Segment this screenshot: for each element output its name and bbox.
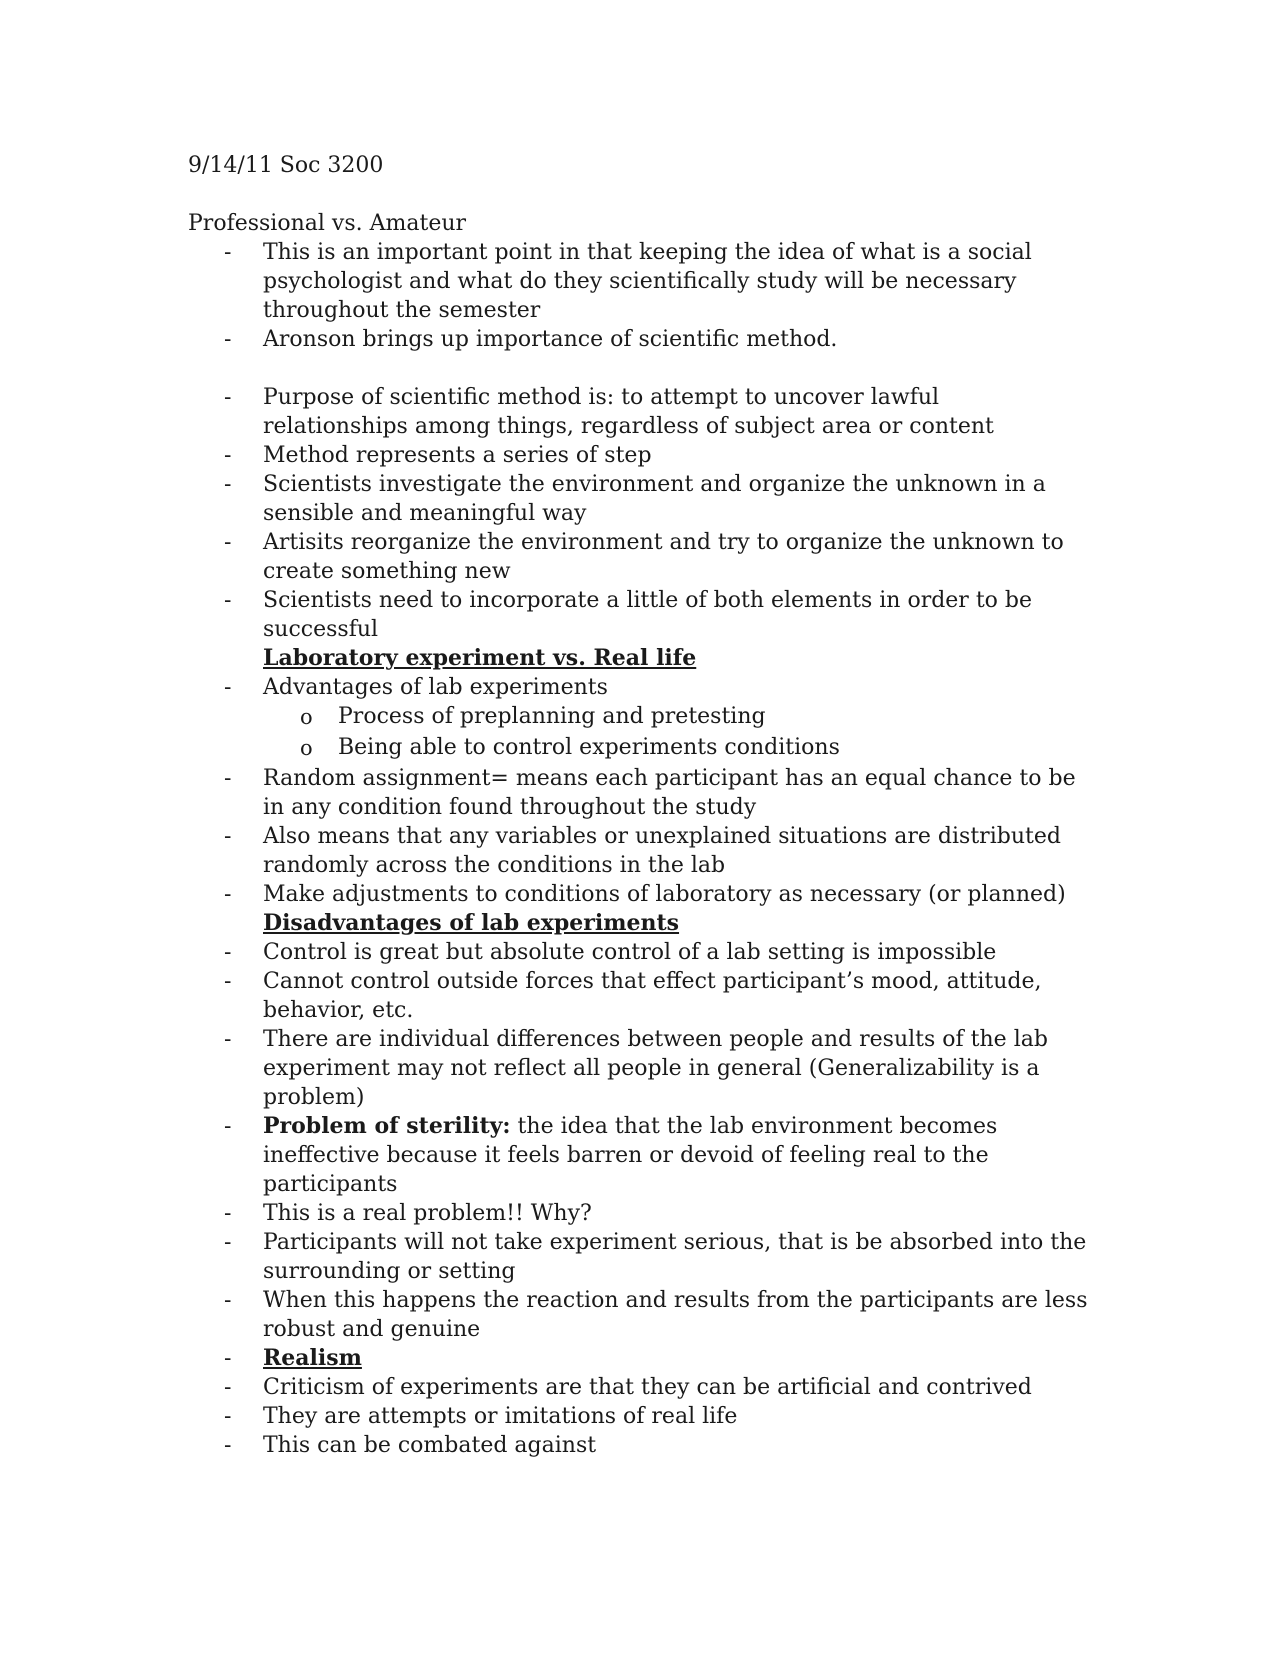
spacer xyxy=(188,354,1088,383)
bullet-dash: - xyxy=(224,1375,232,1400)
sub-list-item: o Process of preplanning and pretesting xyxy=(188,702,1088,733)
bullet-dash: - xyxy=(224,940,232,965)
bullet-dash: - xyxy=(224,969,232,994)
bullet-dash: - xyxy=(224,824,232,849)
bullet-dash: - xyxy=(224,1346,232,1371)
list-item: - This is an important point in that keeping the idea of what is a social psychologist and what do they scientifically study will be necessary throughout the semester xyxy=(224,240,1032,323)
list-item: - Control is great but absolute control of a lab setting is impossible xyxy=(224,940,997,965)
list-item: - When this happens the reaction and results from the participants are less robust and genuine xyxy=(224,1288,1088,1342)
bullet-dash: - xyxy=(224,588,232,613)
list-item: - There are individual differences between people and results of the lab experiment may not reflect all people in general (Generalizability is a problem) xyxy=(224,1027,1048,1110)
section-title-disadvantages: Disadvantages of lab experiments xyxy=(263,910,680,936)
list-item-advantages: - Advantages of lab experiments xyxy=(224,675,608,700)
list-item: - Also means that any variables or unexplained situations are distributed randomly across the conditions in the lab xyxy=(224,824,1061,878)
bullet-dash: - xyxy=(224,1404,232,1429)
sterility-term: Problem of sterility: xyxy=(263,1113,511,1139)
document-body xyxy=(188,151,1088,1460)
list-item: - Make adjustments to conditions of laboratory as necessary (or planned) xyxy=(224,882,1066,907)
bullet-dash: - xyxy=(224,1230,232,1255)
list-item: - Scientists investigate the environment and organize the unknown in a sensible and meaningful way xyxy=(224,472,1046,526)
bullet-dash: - xyxy=(224,1114,232,1139)
section-title-professional-vs-amateur: Professional vs. Amateur xyxy=(188,211,467,236)
bullet-dash: - xyxy=(224,240,232,265)
bullet-dash: - xyxy=(224,1201,232,1226)
bullet-dash: - xyxy=(224,385,232,410)
bullet-dash: - xyxy=(224,327,232,352)
list-item: - Aronson brings up importance of scientific method. xyxy=(224,327,838,352)
list-item-sterility xyxy=(188,1112,1088,1199)
section-title-realism: - Realism xyxy=(224,1345,362,1371)
bullet-dash: - xyxy=(224,882,232,907)
bullet-dash: - xyxy=(224,1027,232,1052)
bullet-dash: - xyxy=(224,472,232,497)
sterility-definition: the idea that the lab environment becomes ineffective because it feels barren or devoid of feeling real to the participants xyxy=(263,1114,998,1197)
list-item: - Random assignment= means each participant has an equal chance to be in any condition found throughout the study xyxy=(224,766,1076,820)
bullet-dash: - xyxy=(224,1433,232,1458)
list-item: - Artisits reorganize the environment and try to organize the unknown to create something new xyxy=(224,530,1064,584)
bullet-dash: - xyxy=(224,766,232,791)
list-item: - Cannot control outside forces that effect participant’s mood, attitude, behavior, etc. xyxy=(224,969,1042,1023)
list-item: - Participants will not take experiment serious, that is be absorbed into the surrounding or setting xyxy=(224,1230,1087,1284)
bullet-dash: - xyxy=(224,443,232,468)
list-item: - They are attempts or imitations of real life xyxy=(224,1404,738,1429)
bullet-dash: - xyxy=(224,530,232,555)
list-item: - Purpose of scientific method is: to attempt to uncover lawful relationships among things, regardless of subject area or content xyxy=(224,385,994,439)
date-course-line: 9/14/11 Soc 3200 xyxy=(188,153,384,178)
spacer xyxy=(188,180,1088,209)
list-item: - This can be combated against xyxy=(224,1433,597,1458)
bullet-dash: - xyxy=(224,675,232,700)
list-item: - Scientists need to incorporate a little of both elements in order to be successful xyxy=(224,588,1033,642)
list-item: - This is a real problem!! Why? xyxy=(224,1201,592,1226)
list-item: - Method represents a series of step xyxy=(224,443,652,468)
list-item: - Criticism of experiments are that they can be artificial and contrived xyxy=(224,1375,1032,1400)
bullet-dash: - xyxy=(224,1288,232,1313)
bullet-circle: o xyxy=(300,705,313,729)
section-title-lab-vs-real-life: Laboratory experiment vs. Real life xyxy=(263,645,697,671)
sub-list-item: o Being able to control experiments conditions xyxy=(188,733,1088,764)
bullet-circle: o xyxy=(300,736,313,760)
